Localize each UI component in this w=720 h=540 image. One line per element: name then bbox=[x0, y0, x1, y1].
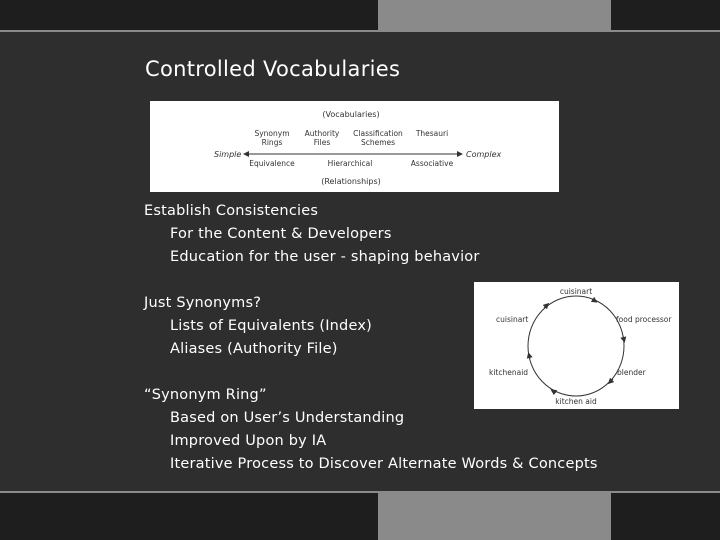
vocab-type-label: Thesauri bbox=[415, 129, 449, 138]
bullet-spacer bbox=[144, 361, 598, 384]
bullet-subitem: Iterative Process to Discover Alternate Words & Concepts bbox=[170, 456, 598, 472]
ring-node-label: kitchen aid bbox=[555, 397, 597, 406]
bottom-accent-block bbox=[378, 493, 611, 540]
vocab-type-label: Rings bbox=[261, 138, 283, 147]
bullet-subitem: Improved Upon by IA bbox=[170, 433, 327, 449]
top-divider bbox=[0, 30, 720, 32]
bottom-band bbox=[0, 493, 720, 540]
ring-node-label: cuisinart bbox=[496, 315, 529, 324]
bullet-subitem: Based on User’s Understanding bbox=[170, 410, 405, 426]
ring-node-label: kitchenaid bbox=[489, 368, 529, 377]
vocabulary-spectrum-figure bbox=[150, 101, 559, 192]
top-band bbox=[0, 0, 720, 30]
ring-node-label: blender bbox=[617, 368, 646, 377]
vocab-type-label: Classification bbox=[353, 129, 403, 138]
vocab-type-label: Files bbox=[313, 138, 331, 147]
ring-node-label: cuisinart bbox=[559, 287, 593, 296]
vocab-bottom-label: (Relationships) bbox=[321, 177, 381, 186]
bullet-subitem: Education for the user - shaping behavior bbox=[170, 249, 480, 265]
bullet-subitem: For the Content & Developers bbox=[170, 226, 392, 242]
relationship-label: Associative bbox=[410, 159, 454, 168]
bullet-spacer bbox=[144, 269, 598, 292]
vocab-type-label: Synonym bbox=[254, 129, 290, 138]
vocab-top-label: (Vocabularies) bbox=[322, 110, 380, 119]
vocab-type-label: Authority bbox=[304, 129, 340, 138]
bullet-heading: “Synonym Ring” bbox=[144, 387, 267, 403]
slide-title: Controlled Vocabularies bbox=[145, 57, 401, 81]
relationship-label: Equivalence bbox=[249, 159, 295, 168]
bullet-subitem: Aliases (Authority File) bbox=[170, 341, 338, 357]
bullet-heading: Just Synonyms? bbox=[144, 295, 262, 311]
bullet-heading: Establish Consistencies bbox=[144, 203, 319, 219]
simple-end-label: Simple bbox=[214, 150, 242, 159]
slide-body bbox=[144, 200, 598, 476]
vocab-type-label: Schemes bbox=[360, 138, 396, 147]
complex-end-label: Complex bbox=[466, 150, 502, 159]
top-accent-block bbox=[378, 0, 611, 30]
relationship-label: Hierarchical bbox=[327, 159, 373, 168]
ring-node-label: food processor bbox=[616, 315, 672, 324]
bullet-subitem: Lists of Equivalents (Index) bbox=[170, 318, 372, 334]
